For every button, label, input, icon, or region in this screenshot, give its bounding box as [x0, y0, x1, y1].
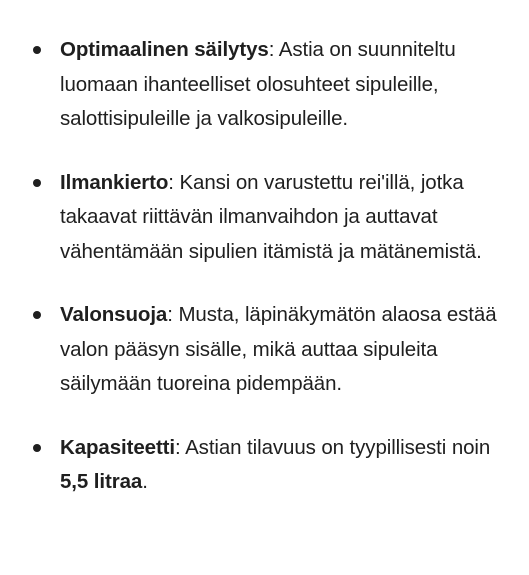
description-capacity: Astian tilavuus on tyypillisesti noin [180, 435, 491, 459]
term-light-protection: Valonsuoja [60, 303, 168, 326]
bullet-icon [33, 46, 41, 54]
bullet-icon [33, 179, 41, 187]
description-air-circulation: Kansi on varustettu rei'illä, jotka takaavat riittävän ilmanvaihdon ja auttavat vähentämään sipulien itämistä ja mätänemistä. [60, 170, 482, 263]
list-item-optimal-storage [0, 33, 529, 137]
separator: : [168, 170, 174, 194]
description-optimal-storage: Astia on suunniteltu luomaan ihanteelliset olosuhteet sipuleille, salottisipuleille ja valkosipuleille. [60, 38, 456, 130]
term-optimal-storage: Optimaalinen säilytys [60, 38, 269, 61]
feature-list [0, 33, 529, 529]
separator: : [175, 435, 181, 459]
capacity-value: 5,5 litraa [60, 470, 143, 493]
list-item-light-protection [0, 298, 529, 402]
list-item-capacity [0, 431, 529, 500]
list-item-air-circulation [0, 166, 529, 270]
term-air-circulation: Ilmankierto [60, 170, 169, 194]
separator: : [167, 303, 173, 326]
bullet-icon [33, 311, 41, 319]
description-light-protection: Musta, läpinäkymätön alaosa estää valon pääsyn sisälle, mikä auttaa sipuleita säilymään tuoreina pidempään. [60, 303, 497, 395]
separator: : [268, 38, 275, 61]
sentence-end: . [142, 470, 148, 493]
term-capacity: Kapasiteetti [60, 435, 176, 459]
bullet-icon [33, 444, 41, 452]
